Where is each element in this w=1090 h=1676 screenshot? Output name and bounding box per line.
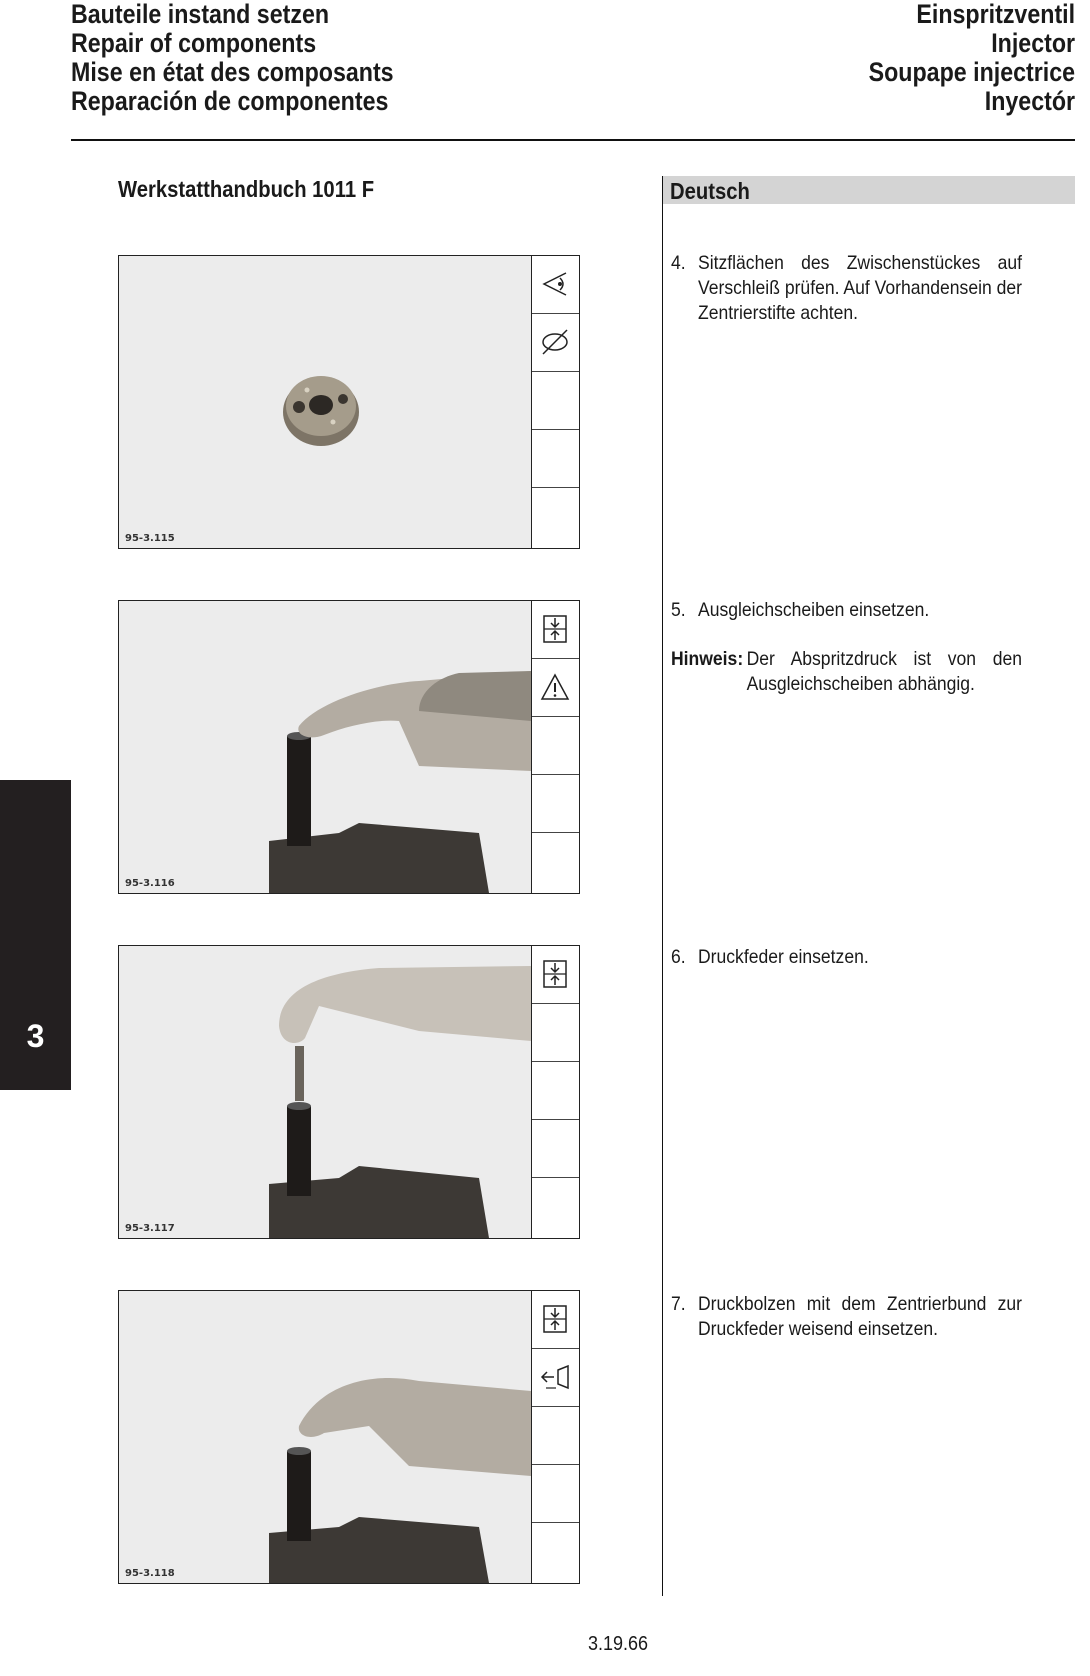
icon-cell-empty — [532, 717, 579, 775]
language-bar — [662, 176, 1075, 204]
header-right-line: Soupape injectrice — [868, 57, 1075, 87]
figure-id: 95-3.117 — [125, 1223, 175, 1234]
step-number: 7. — [671, 1293, 686, 1315]
figure-95-3-118 — [118, 1290, 580, 1584]
header-divider — [71, 139, 1075, 141]
header-left-line: Mise en état des composants — [71, 57, 394, 87]
step-text: Sitzflächen des Zwischenstückes auf Verschleiß prüfen. Auf Vorhandensein der Zentrierstifte achten. — [698, 252, 1022, 324]
figure-id: 95-3.116 — [125, 878, 175, 889]
icon-column — [532, 946, 579, 1238]
step-number: 6. — [671, 946, 686, 968]
photo-insert-pressure-pin — [119, 1291, 532, 1583]
photo-intermediate-piece — [119, 256, 532, 548]
icon-cell-empty — [532, 372, 579, 430]
warning-icon — [532, 659, 579, 717]
insert-icon — [532, 946, 579, 1004]
step-text: Ausgleichscheiben einsetzen. — [698, 599, 930, 621]
page-number: 3.19.66 — [588, 1633, 649, 1655]
step-7 — [671, 1292, 1022, 1342]
no-wear-icon — [532, 314, 579, 372]
figure-id: 95-3.118 — [125, 1568, 175, 1579]
icon-cell-empty — [532, 1062, 579, 1120]
manual-title: Werkstatthandbuch 1011 F — [118, 176, 375, 202]
step-6 — [671, 945, 1022, 970]
figure-95-3-116 — [118, 600, 580, 894]
icon-cell-empty — [532, 775, 579, 833]
icon-cell-empty — [532, 1120, 579, 1178]
step-number: 5. — [671, 599, 686, 621]
figure-id: 95-3.115 — [125, 533, 175, 544]
insert-icon — [532, 601, 579, 659]
step-text: Druckbolzen mit dem Zentrierbund zur Druckfeder weisend einsetzen. — [698, 1293, 1022, 1340]
header-right-line: Einspritzventil — [916, 0, 1075, 29]
photo-insert-spring — [119, 946, 532, 1238]
header-left — [71, 0, 394, 116]
column-divider — [662, 176, 663, 1596]
icon-cell-empty — [532, 1178, 579, 1236]
chapter-tab — [0, 780, 71, 1090]
photo-insert-shims — [119, 601, 532, 893]
figure-95-3-115 — [118, 255, 580, 549]
icon-column — [532, 256, 579, 548]
icon-cell-empty — [532, 1407, 579, 1465]
header-left-line: Repair of components — [71, 28, 317, 58]
header-left-line: Bauteile instand setzen — [71, 0, 330, 29]
header-right-line: Injector — [991, 28, 1075, 58]
figure-95-3-117 — [118, 945, 580, 1239]
step-5 — [671, 598, 1022, 623]
header-right — [869, 0, 1075, 116]
language-label: Deutsch — [670, 178, 750, 204]
icon-cell-empty — [532, 1523, 579, 1581]
orientation-icon — [532, 1349, 579, 1407]
icon-cell-empty — [532, 833, 579, 891]
note-text: Der Abspritzdruck ist von den Ausgleichscheiben abhängig. — [746, 648, 1022, 695]
step-4 — [671, 251, 1022, 326]
eye-icon — [532, 256, 579, 314]
icon-cell-empty — [532, 488, 579, 546]
icon-cell-empty — [532, 1465, 579, 1523]
header-right-line: Inyectór — [984, 86, 1075, 116]
insert-icon — [532, 1291, 579, 1349]
icon-cell-empty — [532, 1004, 579, 1062]
icon-column — [532, 1291, 579, 1583]
icon-column — [532, 601, 579, 893]
chapter-number: 3 — [26, 1018, 45, 1054]
header-left-line: Reparación de componentes — [71, 86, 389, 116]
note-label: Hinweis: — [671, 648, 744, 670]
note — [671, 647, 1022, 697]
icon-cell-empty — [532, 430, 579, 488]
step-text: Druckfeder einsetzen. — [698, 946, 869, 968]
step-number: 4. — [671, 252, 686, 274]
